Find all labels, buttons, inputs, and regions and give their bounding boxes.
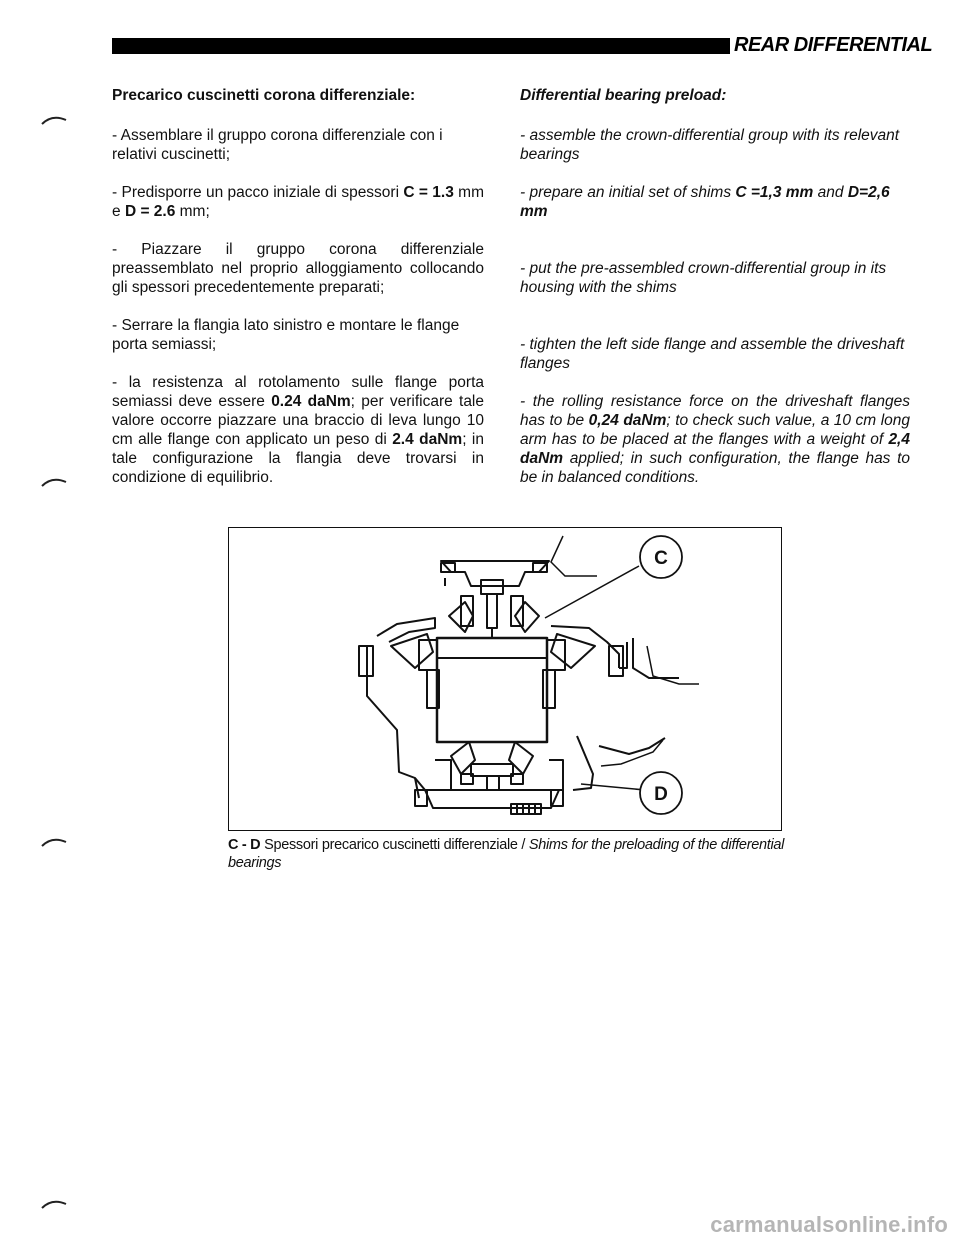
- binding-mark: [40, 474, 70, 490]
- en-heading: Differential bearing preload:: [520, 87, 727, 104]
- callout-c: [640, 536, 682, 578]
- it-step-2: - Predisporre un pacco iniziale di spessori C = 1.3 mm e D = 2.6 mm;: [112, 184, 484, 220]
- callout-d: [640, 772, 682, 814]
- en-step-1: - assemble the crown-differential group with its relevant bearings: [520, 127, 900, 163]
- differential-drawing: [229, 528, 783, 832]
- svg-text:C: C: [654, 548, 668, 569]
- it-step-3: - Piazzare il gruppo corona differenziale preassemblato nel proprio alloggiamento collocando gli spessori precedentemente preparati;: [112, 241, 484, 296]
- it-heading: Precarico cuscinetti corona differenziale:: [112, 87, 416, 104]
- header-bar: [112, 38, 730, 54]
- en-step-5: - the rolling resistance force on the driveshaft flanges has to be 0,24 daNm; to check such value, a 10 cm long arm has to be placed at the flanges with a weight of 2,4 daNm applied; in such configuration, the flange has to be in balanced conditions.: [520, 393, 911, 486]
- en-step-2: - prepare an initial set of shims C =1,3 mm and D=2,6 mm: [520, 184, 890, 220]
- differential-diagram: [228, 527, 782, 831]
- en-step-4: - tighten the left side flange and assemble the driveshaft flanges: [520, 336, 905, 372]
- it-step-1: - Assemblare il gruppo corona differenziale con i relativi cuscinetti;: [112, 127, 443, 163]
- en-step-3: - put the pre-assembled crown-differential group in its housing with the shims: [520, 260, 887, 296]
- binding-mark: [40, 834, 70, 850]
- figure-caption: C - D Spessori precarico cuscinetti differenziale / Shims for the preloading of the differential bearings: [228, 837, 785, 871]
- watermark: carmanualsonline.info: [710, 1212, 948, 1237]
- it-step-4: - Serrare la flangia lato sinistro e montare le flange porta semiassi;: [112, 317, 460, 353]
- binding-mark: [40, 1196, 70, 1212]
- binding-mark: [40, 112, 70, 128]
- it-step-5: - la resistenza al rotolamento sulle flange porta semiassi deve essere 0.24 daNm; per verificare tale valore occorre piazzare una braccio di leva lungo 10 cm alle flange con applicato un peso di 2.4 daNm; in tale configurazione la flangia deve trovarsi in condizione di equilibrio.: [112, 374, 485, 486]
- svg-text:D: D: [654, 784, 668, 805]
- section-title: REAR DIFFERENTIAL: [734, 34, 933, 56]
